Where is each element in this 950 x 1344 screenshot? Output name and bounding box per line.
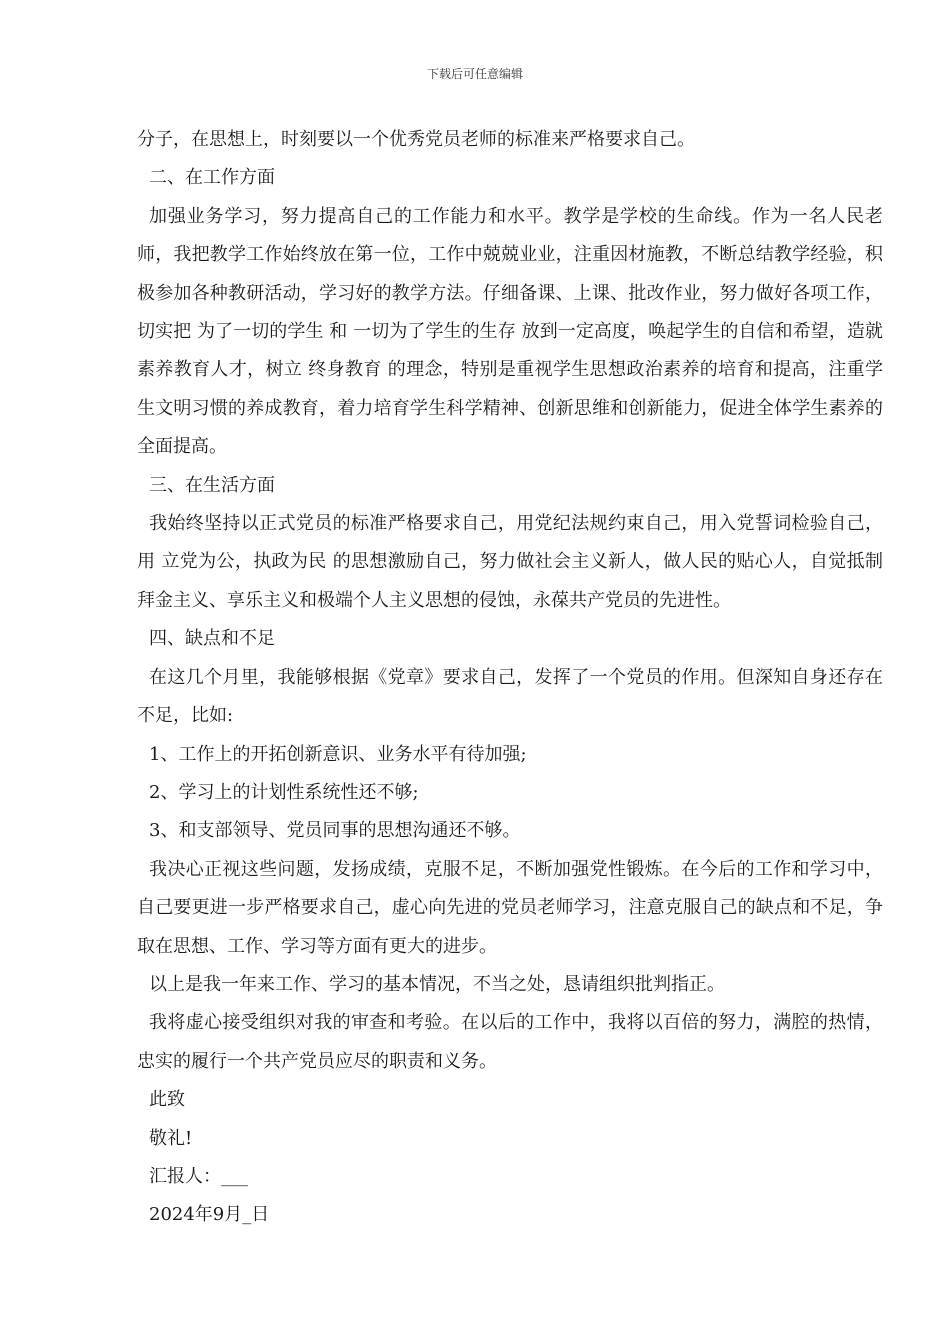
list-item-shortcoming-3: 3、和支部领导、党员同事的思想沟通还不够。 xyxy=(149,820,521,842)
report-date: 2024年9月_日 xyxy=(149,1204,270,1226)
paragraph-life: 我始终坚持以正式党员的标准严格要求自己，用党纪法规约束自己，用入党誓词检验自己，用 立党为公，执政为民 的思想激励自己，努力做社会主义新人，做人民的贴心人，自觉抵制拜金主义、享乐主义和极端个人主义思想的侵蚀，永葆共产党员的先进性。 xyxy=(137,513,883,611)
paragraph-resolution: 我决心正视这些问题，发扬成绩，克服不足，不断加强党性锻炼。在今后的工作和学习中，自己要更进一步严格要求自己，虚心向先进的党员老师学习，注意克服自己的缺点和不足，争取在思想、工作、学习等方面有更大的进步。 xyxy=(137,858,883,957)
paragraph-continuation: 分子，在思想上，时刻要以一个优秀党员老师的标准来严格要求自己。 xyxy=(137,129,695,150)
closing-regards: 敬礼! xyxy=(149,1127,193,1149)
document-body xyxy=(137,121,883,1235)
list-item-shortcoming-2: 2、学习上的计划性系统性还不够; xyxy=(149,781,419,803)
paragraph-shortcomings-intro: 在这几个月里，我能够根据《党章》要求自己，发挥了一个党员的作用。但深知自身还存在不足，比如: xyxy=(137,666,883,727)
list-item-shortcoming-1: 1、工作上的开拓创新意识、业务水平有待加强; xyxy=(149,743,527,765)
paragraph-summary: 以上是我一年来工作、学习的基本情况，不当之处，恳请组织批判指正。 xyxy=(149,973,725,995)
reporter-signature-line: 汇报人：___ xyxy=(149,1165,248,1187)
paragraph-work: 加强业务学习，努力提高自己的工作能力和水平。教学是学校的生命线。作为一名人民老师，我把教学工作始终放在第一位，工作中兢兢业业，注重因材施教，不断总结教学经验，积极参加各种教研活动，学习好的教学方法。仔细备课、上课、批改作业，努力做好各项工作，切实把 为了一切的学生 和 一切为了学生的生存 放到一定高度，唤起学生的自信和希望，造就素养教育人才，树立 终身教育 的理念，特别是重视学生思想政治素养的培育和提高，注重学生文明习惯的养成教育，着力培育学生科学精神、创新思维和创新能力，促进全体学生素养的全面提高。 xyxy=(137,205,883,458)
section-heading-shortcomings: 四、缺点和不足 xyxy=(149,628,275,650)
closing-salutation: 此致 xyxy=(149,1089,185,1111)
page-header-watermark: 下载后可任意编辑 xyxy=(426,67,523,81)
section-heading-work: 二、在工作方面 xyxy=(149,167,275,189)
paragraph-commitment: 我将虚心接受组织对我的审查和考验。在以后的工作中，我将以百倍的努力，满腔的热情，忠实的履行一个共产党员应尽的职责和义务。 xyxy=(137,1012,883,1072)
section-heading-life: 三、在生活方面 xyxy=(149,474,275,496)
